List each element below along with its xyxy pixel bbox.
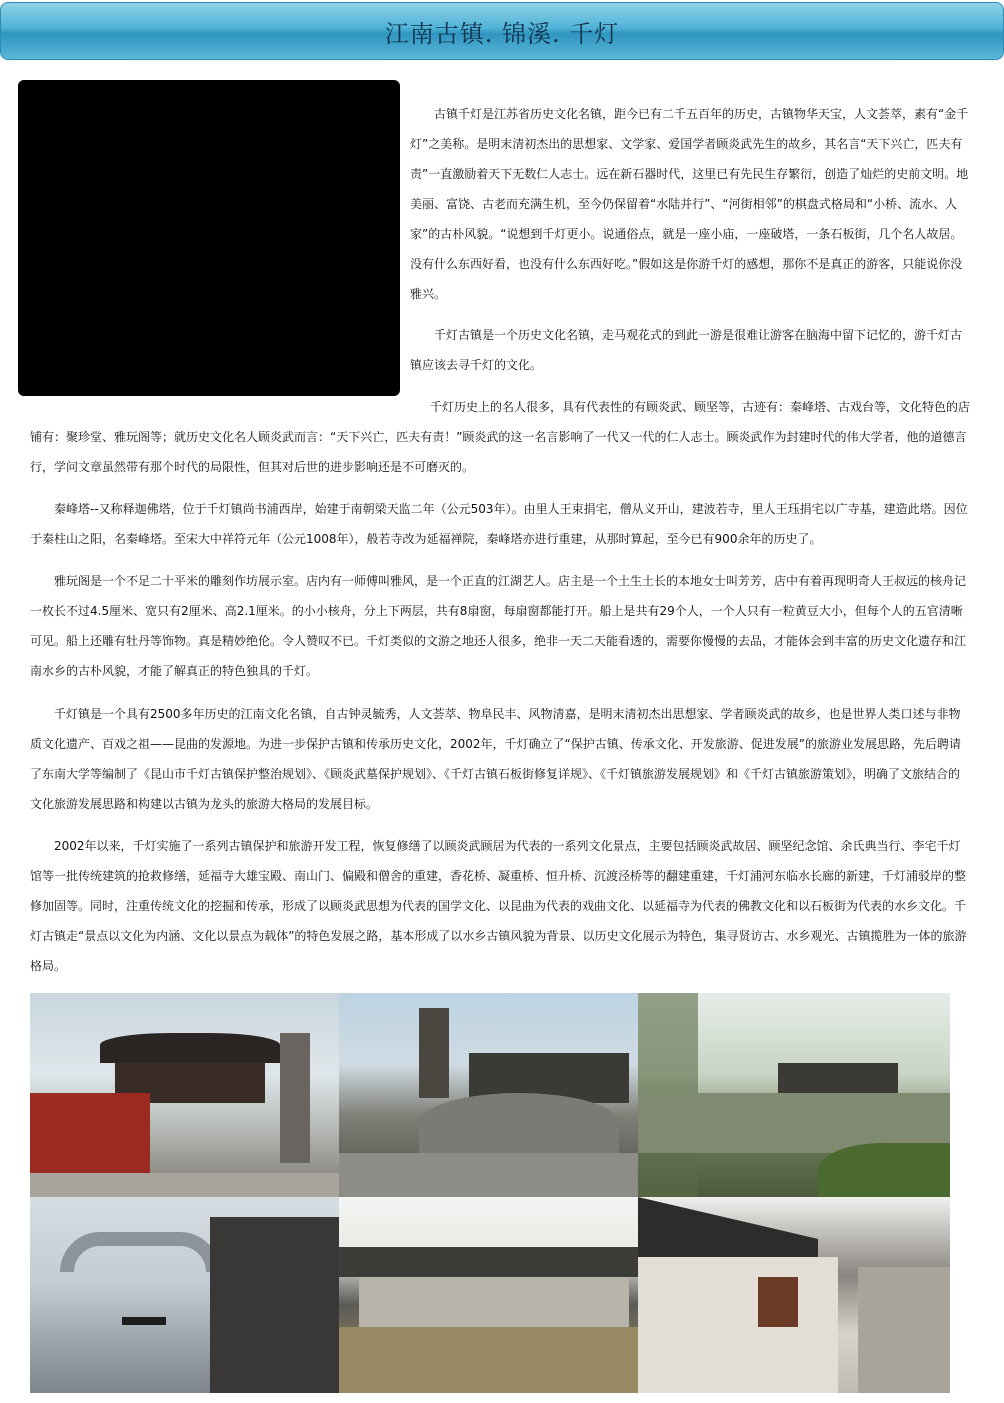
paragraph-text: 雅玩阁是一个不足二十平米的雕刻作坊展示室。店内有一师傅叫雅风，是一个正直的江湖艺人。店主是一个土生土长的本地女士叫芳芳，店中有着再现明奇人王叔远的核舟记一枚长不过4.5厘米、宽只有2厘米、高2.1厘米。的小小核舟，分上下两层，共有8扇窗，每扇窗都能打开。船上是共有29个人，一个人只有一粒黄豆大小，但每个人的五官清晰可见。船上还雕有牡丹等饰物。真是精妙绝伦。令人赞叹不已。千灯类似的文游之地还人很多，绝非一天二天能看透的，需要你慢慢的去品，才能体会到丰富的历史文化遗存和江南水乡的古朴风貌，才能了解真正的特色独具的千灯。	[30, 574, 967, 678]
paragraph-text: 秦峰塔--又称释迦佛塔，位于千灯镇尚书浦西岸，始建于南朝梁天监二年（公元503年）。由里人王束捐宅，僧从义开山，建波若寺，里人王珏捐宅以广寺基，建造此塔。因位于秦柱山之阳，名秦峰塔。至宋大中祥符元年（公元1008年），般若寺改为延福禅院，秦峰塔亦进行重建，从那时算起，至今已有900余年的历史了。	[30, 502, 968, 546]
photo-stone-bridge-pagoda	[339, 993, 638, 1197]
paragraph-text: 千灯镇是一个具有2500多年历史的江南文化名镇，自古钟灵毓秀，人文荟萃、物阜民丰、风物清嘉，是明末清初杰出思想家、学者顾炎武的故乡，也是世界人类口述与非物质文化遗产、百戏之祖——昆曲的发源地。为进一步保护古镇和传承历史文化，2002年，千灯确立了“保护古镇、传承文化、开发旅游、促进发展”的旅游业发展思路，先后聘请了东南大学等编制了《昆山市千灯古镇保护整治规划》、《顾炎武墓保护规划》、《千灯古镇石板街修复详规》、《千灯镇旅游发展规划》和《千灯古镇旅游策划》，明确了文旅结合的文化旅游发展思路和构建以古镇为龙头的旅游大格局的发展目标。	[30, 707, 961, 811]
paragraph-text: 古镇千灯是江苏省历史文化名镇，距今已有二千五百年的历史，古镇物华天宝，人文荟萃，素有“金千灯”之美称。是明末清初杰出的思想家、文学家、爱国学者顾炎武先生的故乡，其名言“天下兴亡，匹夫有责”一直激励着天下无数仁人志士。远在新石器时代，这里已有先民生存繁衍，创造了灿烂的史前文明。地美丽、富饶、古老而充满生机，至今仍保留着“水陆并行”、“河街相邻”的棋盘式格局和“小桥、流水、人家”的古朴风貌。“说想到千灯更小。说通俗点，就是一座小庙，一座破塔，一条石板街，几个名人故居。没有什么东西好看，也没有什么东西好吃。”假如这是你游千灯的感想，那你不是真正的游客，只能说你没雅兴。	[410, 107, 969, 301]
paragraph-intro	[410, 99, 970, 309]
paragraph-town-history	[30, 699, 970, 819]
paragraph-development	[30, 831, 970, 981]
paragraph-text: 千灯古镇是一个历史文化名镇，走马观花式的到此一游是很难让游客在脑海中留下记忆的，游千灯古镇应该去寻千灯的文化。	[410, 328, 963, 372]
photo-waterfront-houses	[339, 1197, 638, 1393]
paragraph-text: 千灯历史上的名人很多，具有代表性的有顾炎武、顾坚等，古迹有：秦峰塔、古戏台等，文化特色的店铺有：聚珍堂、雅玩阁等；就历史文化名人顾炎武而言：“天下兴亡，匹夫有责！”顾炎武的这一名言影响了一代又一代的仁人志士。顾炎武作为封建时代的伟大学者，他的道德言行，学问文章虽然带有那个时代的局限性，但其对后世的进步影响还是不可磨灭的。	[30, 400, 971, 474]
page-header	[0, 2, 1004, 60]
paragraph-culture	[410, 320, 970, 380]
photo-whitewall-houses	[638, 1197, 950, 1393]
photo-lake-willows	[638, 993, 950, 1197]
photo-ancient-stage	[30, 993, 339, 1197]
paragraph-text: 2002年以来，千灯实施了一系列古镇保护和旅游开发工程，恢复修缮了以顾炎武顾居为代表的一系列文化景点，主要包括顾炎武故居、顾坚纪念馆、余氏典当行、李宅千灯馆等一批传统建筑的抢救修缮，延福寺大雄宝殿、南山门、偏殿和僧舍的重建，香花桥、凝重桥、恒升桥、沉渡泾桥等的翻建重建，千灯浦河东临水长廊的新建，千灯浦驳岸的整修加固等。同时，注重传统文化的挖掘和传承，形成了以顾炎武思想为代表的国学文化、以昆曲为代表的戏曲文化、以延福寺为代表的佛教文化和以石板街为代表的水乡文化。千灯古镇走“景点以文化为内涵、文化以景点为载体”的特色发展之路，基本形成了以水乡古镇风貌为背景、以历史文化展示为特色，集寻贤访古、水乡观光、古镇揽胜为一体的旅游格局。	[30, 839, 967, 973]
photo-gallery	[30, 993, 950, 1393]
photo-misty-canal-boat	[30, 1197, 339, 1393]
video-player[interactable]	[18, 80, 400, 396]
paragraph-yawan-pavilion	[30, 566, 970, 686]
paragraph-qinfeng-tower	[30, 494, 970, 554]
paragraph-celebrities	[30, 392, 970, 482]
page-title: 江南古镇. 锦溪. 千灯	[384, 19, 620, 48]
